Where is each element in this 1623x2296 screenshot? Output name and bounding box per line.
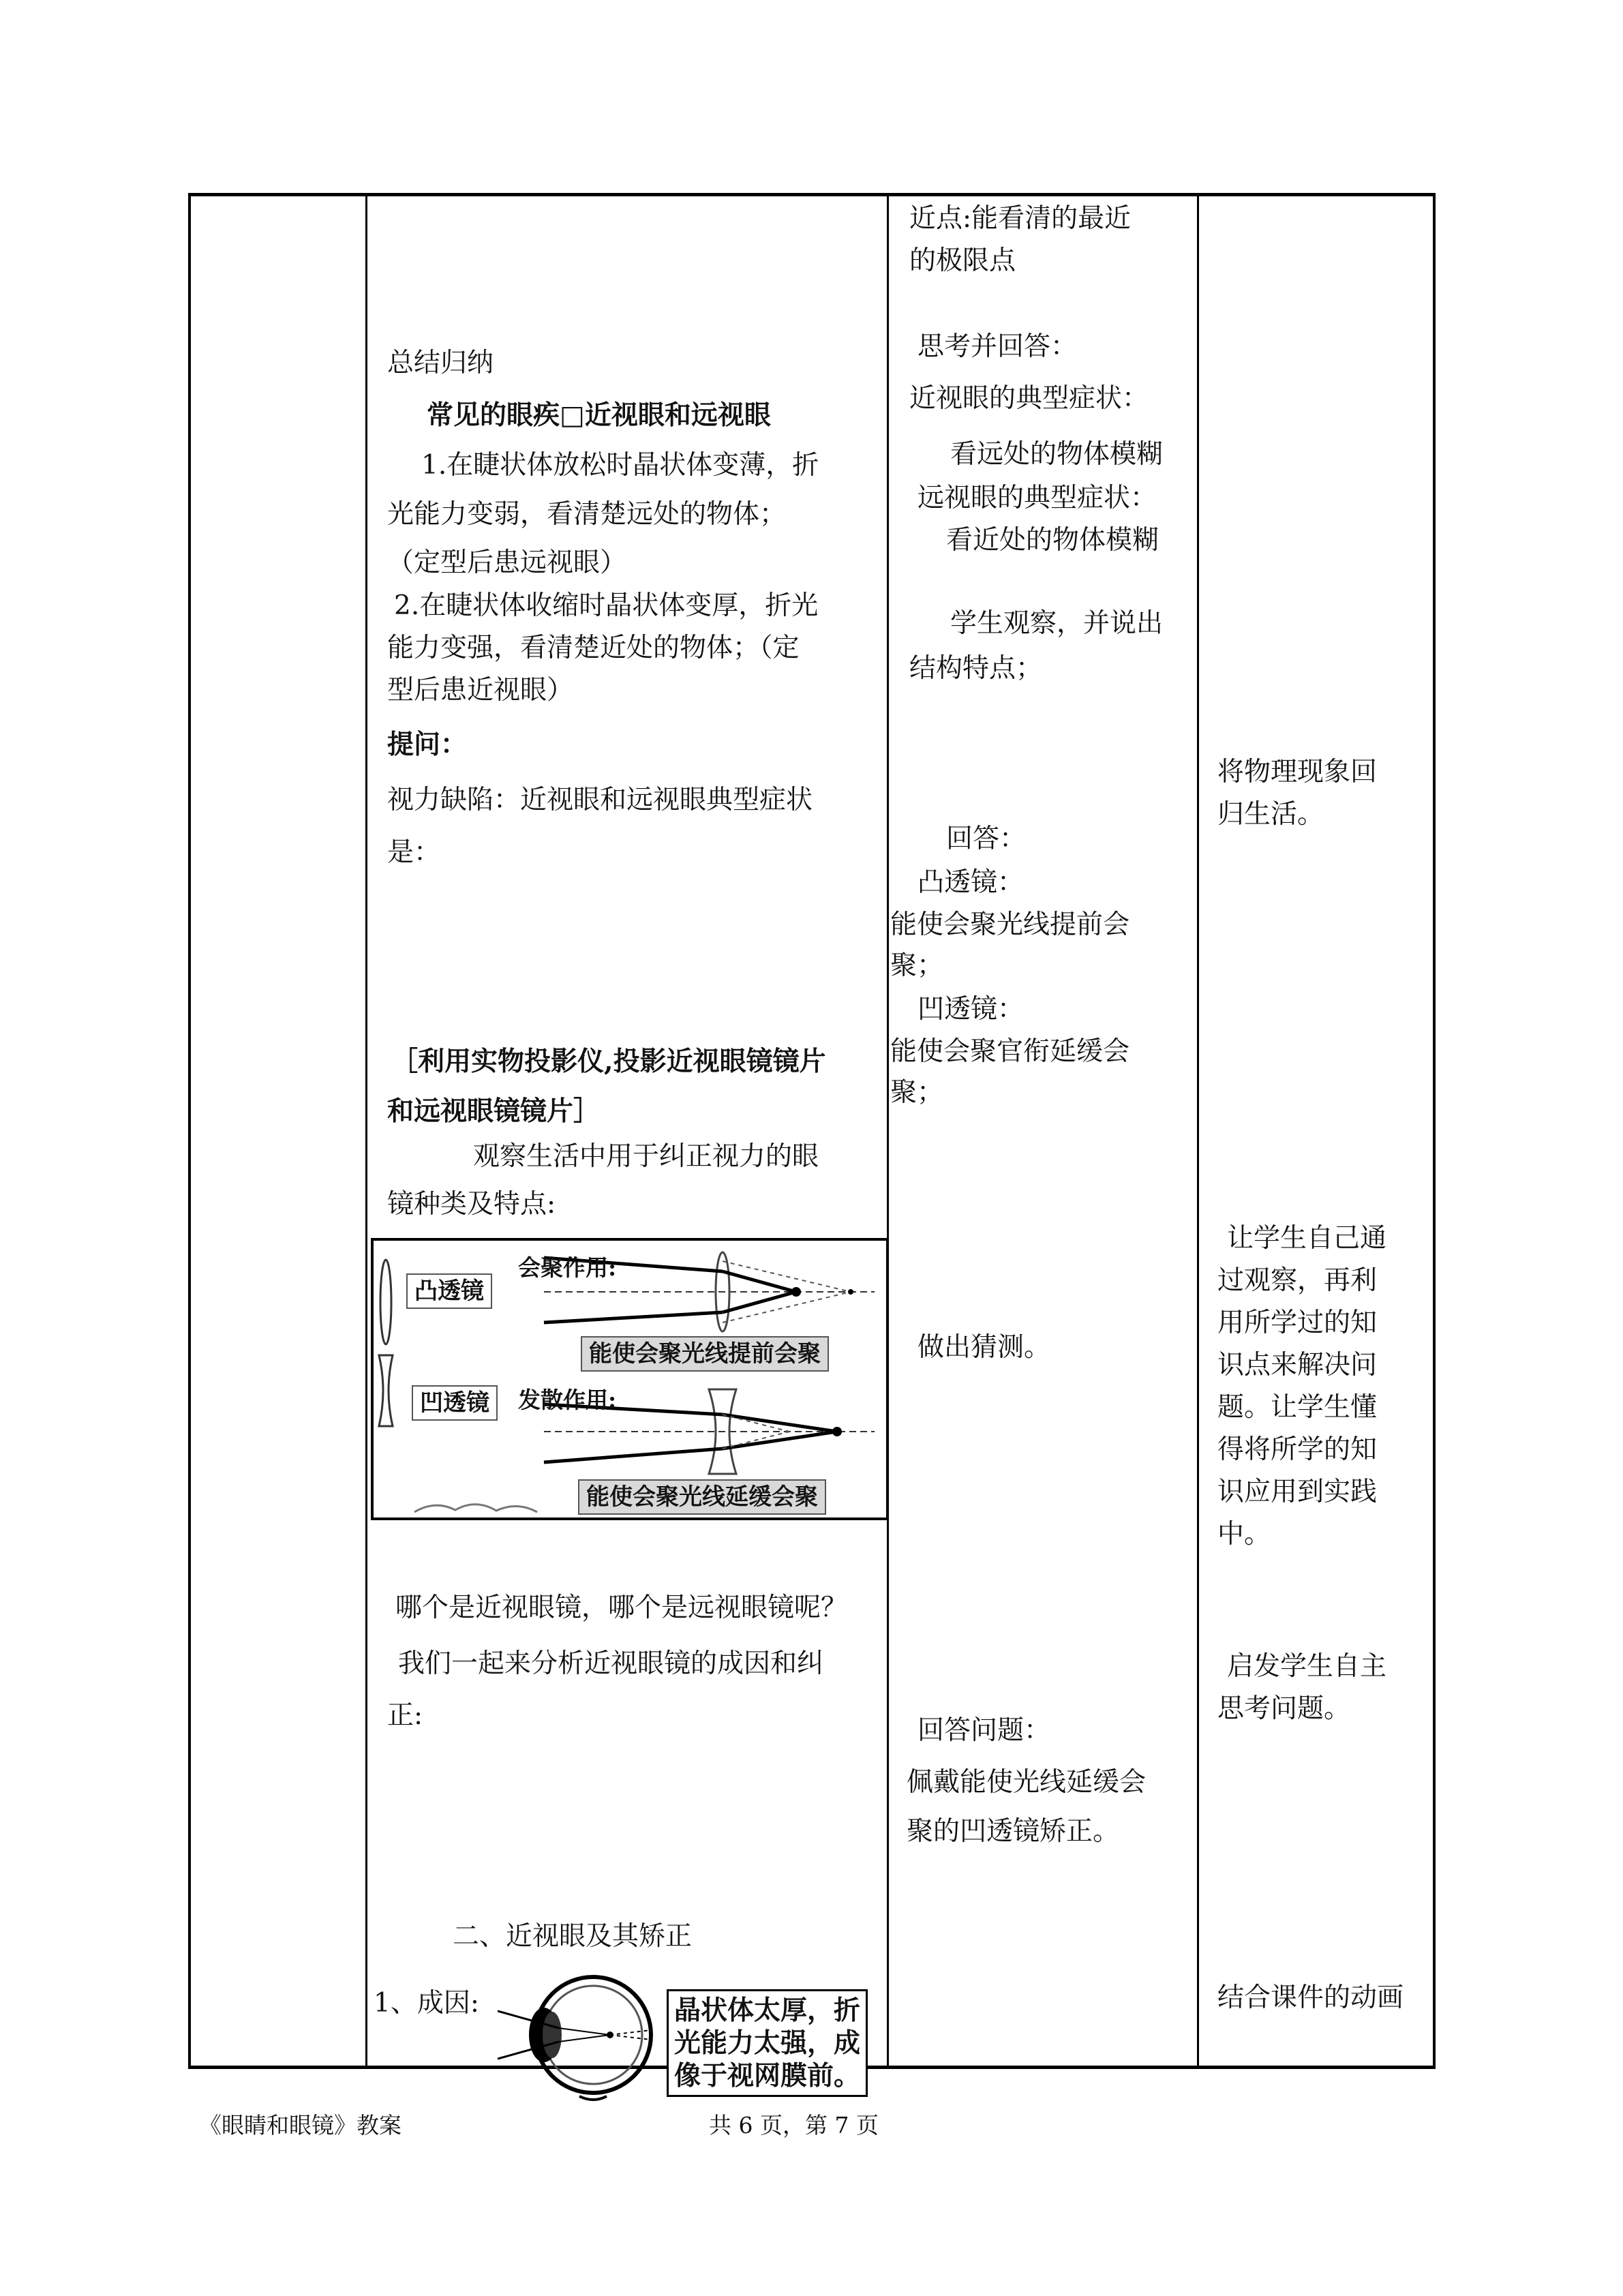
myopia-symptom-answer: 看远处的物体模糊 — [950, 439, 1164, 470]
intent-observe-line-6: 得将所学的知 — [1217, 1434, 1378, 1465]
which-glasses-question: 哪个是近视眼镜，哪个是远视眼镜呢？ — [395, 1592, 848, 1623]
cause-box-line-1: 晶状体太厚，折 — [674, 1995, 861, 2026]
intent-observe-line-2: 过观察，再利 — [1217, 1265, 1378, 1296]
convex-caption: 能使会聚光线提前会聚 — [581, 1336, 829, 1372]
cause-description-box — [667, 1989, 868, 2097]
eye-disease-heading: 常见的眼疾□近视眼和远视眼 — [427, 399, 771, 431]
vision-defect-line-2: 是： — [387, 837, 441, 868]
convex-lens-answer: 凸透镜： — [917, 867, 1025, 898]
concave-answer-line-1: 能使会聚官衔延缓会 — [890, 1036, 1130, 1067]
point-2-line-3: 型后患近视眼） — [387, 675, 574, 706]
myopia-symptom: 近视眼的典型症状： — [909, 383, 1149, 414]
question-label: 提问： — [387, 729, 468, 760]
intent-life-line-1: 将物理现象回 — [1217, 757, 1378, 787]
intent-observe-line-5: 题。让学生懂 — [1217, 1392, 1378, 1423]
intent-observe-line-1: 让学生自己通 — [1227, 1223, 1387, 1254]
concave-answer-line-2: 聚； — [890, 1077, 944, 1108]
observe-structure-line-2: 结构特点； — [909, 653, 1043, 684]
near-point-line-1: 近点:能看清的最近 — [909, 203, 1132, 234]
intent-animation: 结合课件的动画 — [1217, 1982, 1404, 2013]
table-border-right — [1433, 193, 1436, 2069]
near-point-line-2: 的极限点 — [909, 245, 1016, 276]
cause-box-line-3: 像于视网膜前。 — [674, 2060, 861, 2091]
convex-lens-label: 凸透镜 — [406, 1273, 492, 1309]
column-divider-2 — [887, 193, 889, 2069]
analyze-line-2: 正: — [387, 1700, 423, 1731]
projector-line-1: ［利用实物投影仪,投影近视眼镜镜片 — [391, 1046, 826, 1077]
concave-caption: 能使会聚光线延缓会聚 — [578, 1479, 826, 1515]
wear-glasses-line-2: 聚的凹透镜矫正。 — [907, 1816, 1120, 1847]
cause-box-line-2: 光能力太强，成 — [674, 2027, 861, 2059]
observe-line-2: 镜种类及特点: — [387, 1189, 556, 1220]
intent-observe-line-3: 用所学过的知 — [1217, 1308, 1378, 1338]
concave-lens-answer: 凹透镜： — [917, 994, 1025, 1025]
convex-answer-line-1: 能使会聚光线提前会 — [890, 909, 1130, 940]
eye-diagram — [498, 1963, 668, 2106]
answer-label: 回答： — [946, 824, 1027, 854]
lens-comparison-figure — [371, 1238, 889, 1520]
analyze-line-1: 我们一起来分析近视眼镜的成因和纠 — [398, 1648, 824, 1679]
column-divider-1 — [365, 193, 367, 2069]
intent-observe-line-7: 识应用到实践 — [1217, 1477, 1378, 1507]
table-top-border — [188, 193, 1436, 196]
footer-page-info: 共 6 页，第 7 页 — [709, 2112, 879, 2139]
point-1-line-3: （定型后患远视眼） — [387, 547, 627, 578]
hyperopia-symptom-answer: 看近处的物体模糊 — [946, 525, 1159, 556]
concave-lens-label: 凹透镜 — [412, 1385, 498, 1421]
summary-heading: 总结归纳 — [387, 348, 494, 378]
section-2-heading: 二、近视眼及其矫正 — [453, 1921, 693, 1952]
point-2-line-1: 2.在睫状体收缩时晶状体变厚，折光 — [394, 590, 819, 621]
point-1-line-1: 1.在睫状体放松时晶状体变薄，折 — [421, 450, 819, 481]
convex-answer-line-2: 聚； — [890, 950, 944, 981]
make-guess: 做出猜测。 — [917, 1332, 1051, 1363]
think-answer: 思考并回答： — [917, 331, 1078, 362]
intent-inspire-line-1: 启发学生自主 — [1227, 1651, 1387, 1682]
hyperopia-symptom: 远视眼的典型症状： — [917, 483, 1157, 513]
wear-glasses-line-1: 佩戴能使光线延缓会 — [907, 1767, 1147, 1798]
intent-inspire-line-2: 思考问题。 — [1217, 1693, 1351, 1724]
table-border-left — [188, 193, 191, 2069]
intent-observe-line-4: 识点来解决问 — [1217, 1350, 1378, 1380]
convergence-effect-label: 会聚作用: — [518, 1254, 617, 1281]
observe-structure-line-1: 学生观察，并说出 — [950, 608, 1164, 639]
observe-line-1: 观察生活中用于纠正视力的眼 — [473, 1141, 819, 1172]
intent-observe-line-8: 中。 — [1217, 1519, 1271, 1550]
divergence-effect-label: 发散作用: — [518, 1387, 617, 1413]
vision-defect-line-1: 视力缺陷：近视眼和远视眼典型症状 — [387, 785, 813, 815]
answer-question-label: 回答问题： — [917, 1715, 1051, 1746]
point-2-line-2: 能力变强，看清楚近处的物体；（定 — [387, 633, 800, 663]
cause-label: 1、成因: — [374, 1988, 479, 2019]
point-1-line-2: 光能力变弱，看清楚远处的物体； — [387, 499, 787, 530]
column-divider-3 — [1197, 193, 1199, 2069]
projector-line-2: 和远视眼镜镜片］ — [387, 1096, 601, 1127]
intent-life-line-2: 归生活。 — [1217, 799, 1324, 830]
footer-document-title: 《眼睛和眼镜》教案 — [199, 2112, 401, 2139]
